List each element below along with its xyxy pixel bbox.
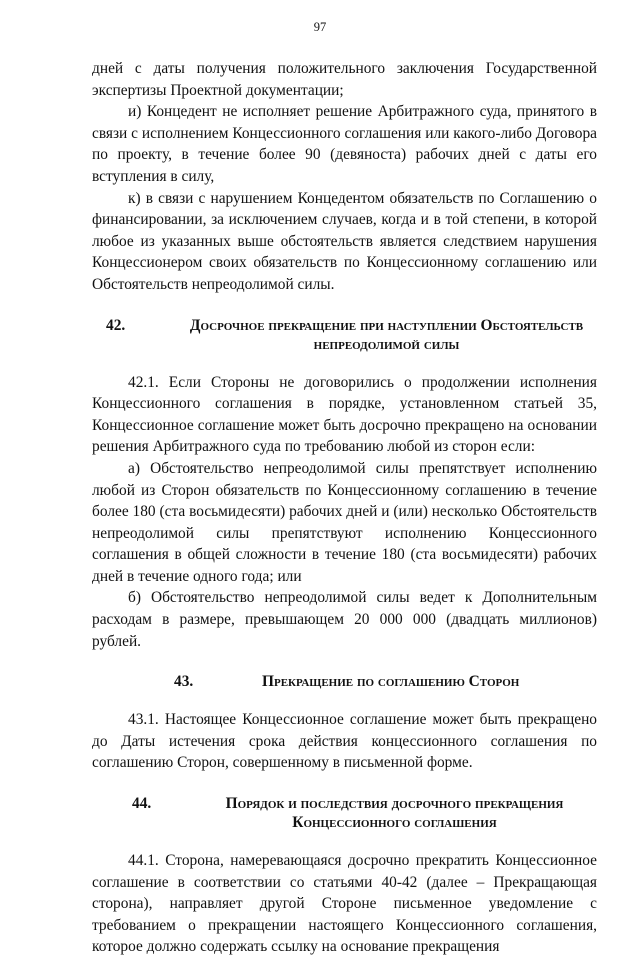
document-body [92,58,597,958]
paragraph: б) Обстоятельство непреодолимой силы ведет к Дополнительным расходам в размере, превышающем 20 000 000 (двадцать миллионов) рублей. [92,589,597,650]
section-title-line: Концессионного соглашения [292,814,497,832]
section-title-line: Прекращение по соглашению Сторон [262,673,520,691]
section-title [176,316,597,354]
paragraph: 43.1. Настоящее Концессионное соглашение может быть прекращено до Даты истечения срока действия концессионного соглашения по соглашению Сторон, совершенному в письменной форме. [92,711,597,772]
paragraph: а) Обстоятельство непреодолимой силы препятствует исполнению любой из Сторон обязательств по Концессионному соглашению в течение более 180 (ста восьмидесяти) рабочих дней и (или) несколько Обстоятельств непреодолимой силы препятствуют исполнению Концессионного соглашения в общей сложности в течение 180 (ста восьмидесяти) рабочих дней в течение одного года; или [92,459,597,585]
section-number: 44. [132,795,152,813]
page-number: 97 [313,20,327,34]
section-heading-44 [92,794,597,832]
paragraph: дней с даты получения положительного заключения Государственной экспертизы Проектной документации; [92,60,597,99]
section-title [192,794,597,832]
paragraph: 42.1. Если Стороны не договорились о продолжении исполнения Концессионного соглашения в порядке, установленном статьей 35, Концессионное соглашение может быть досрочно прекращено на основании решения Арбитражного суда по требованию любой из сторон если: [92,373,597,456]
section-heading-42 [92,316,597,354]
paragraph: 44.1. Сторона, намеревающаяся досрочно прекратить Концессионное соглашение в соответствии со статьями 40-42 (далее – Прекращающая сторона), направляет другой Стороне письменное уведомление с требованием о прекращении настоящего Концессионного соглашения, которое должно содержать ссылку на основание прекращения [92,852,597,956]
section-title-line: Порядок и последствия досрочного прекращения [225,795,564,813]
section-title-line: непреодолимой силы [313,335,460,353]
section-number: 42. [106,316,126,334]
paragraph: к) в связи с нарушением Концедентом обязательств по Соглашению о финансировании, за исключением случаев, когда и в той степени, в которой любое из указанных выше обстоятельств является следствием нарушения Концессионером своих обязательств по Концессионному соглашению или Обстоятельств непреодолимой силы. [92,189,597,293]
section-heading-43 [92,672,597,691]
section-number: 43. [174,673,194,691]
paragraph: и) Концедент не исполняет решение Арбитражного суда, принятого в связи с исполнением Концессионного соглашения или какого-либо Договора по проекту, в течение более 90 (девяноста) рабочих дней с даты его вступления в силу, [92,103,597,185]
section-title [228,672,597,691]
section-title-line: Досрочное прекращение при наступлении Обстоятельств [189,316,584,334]
